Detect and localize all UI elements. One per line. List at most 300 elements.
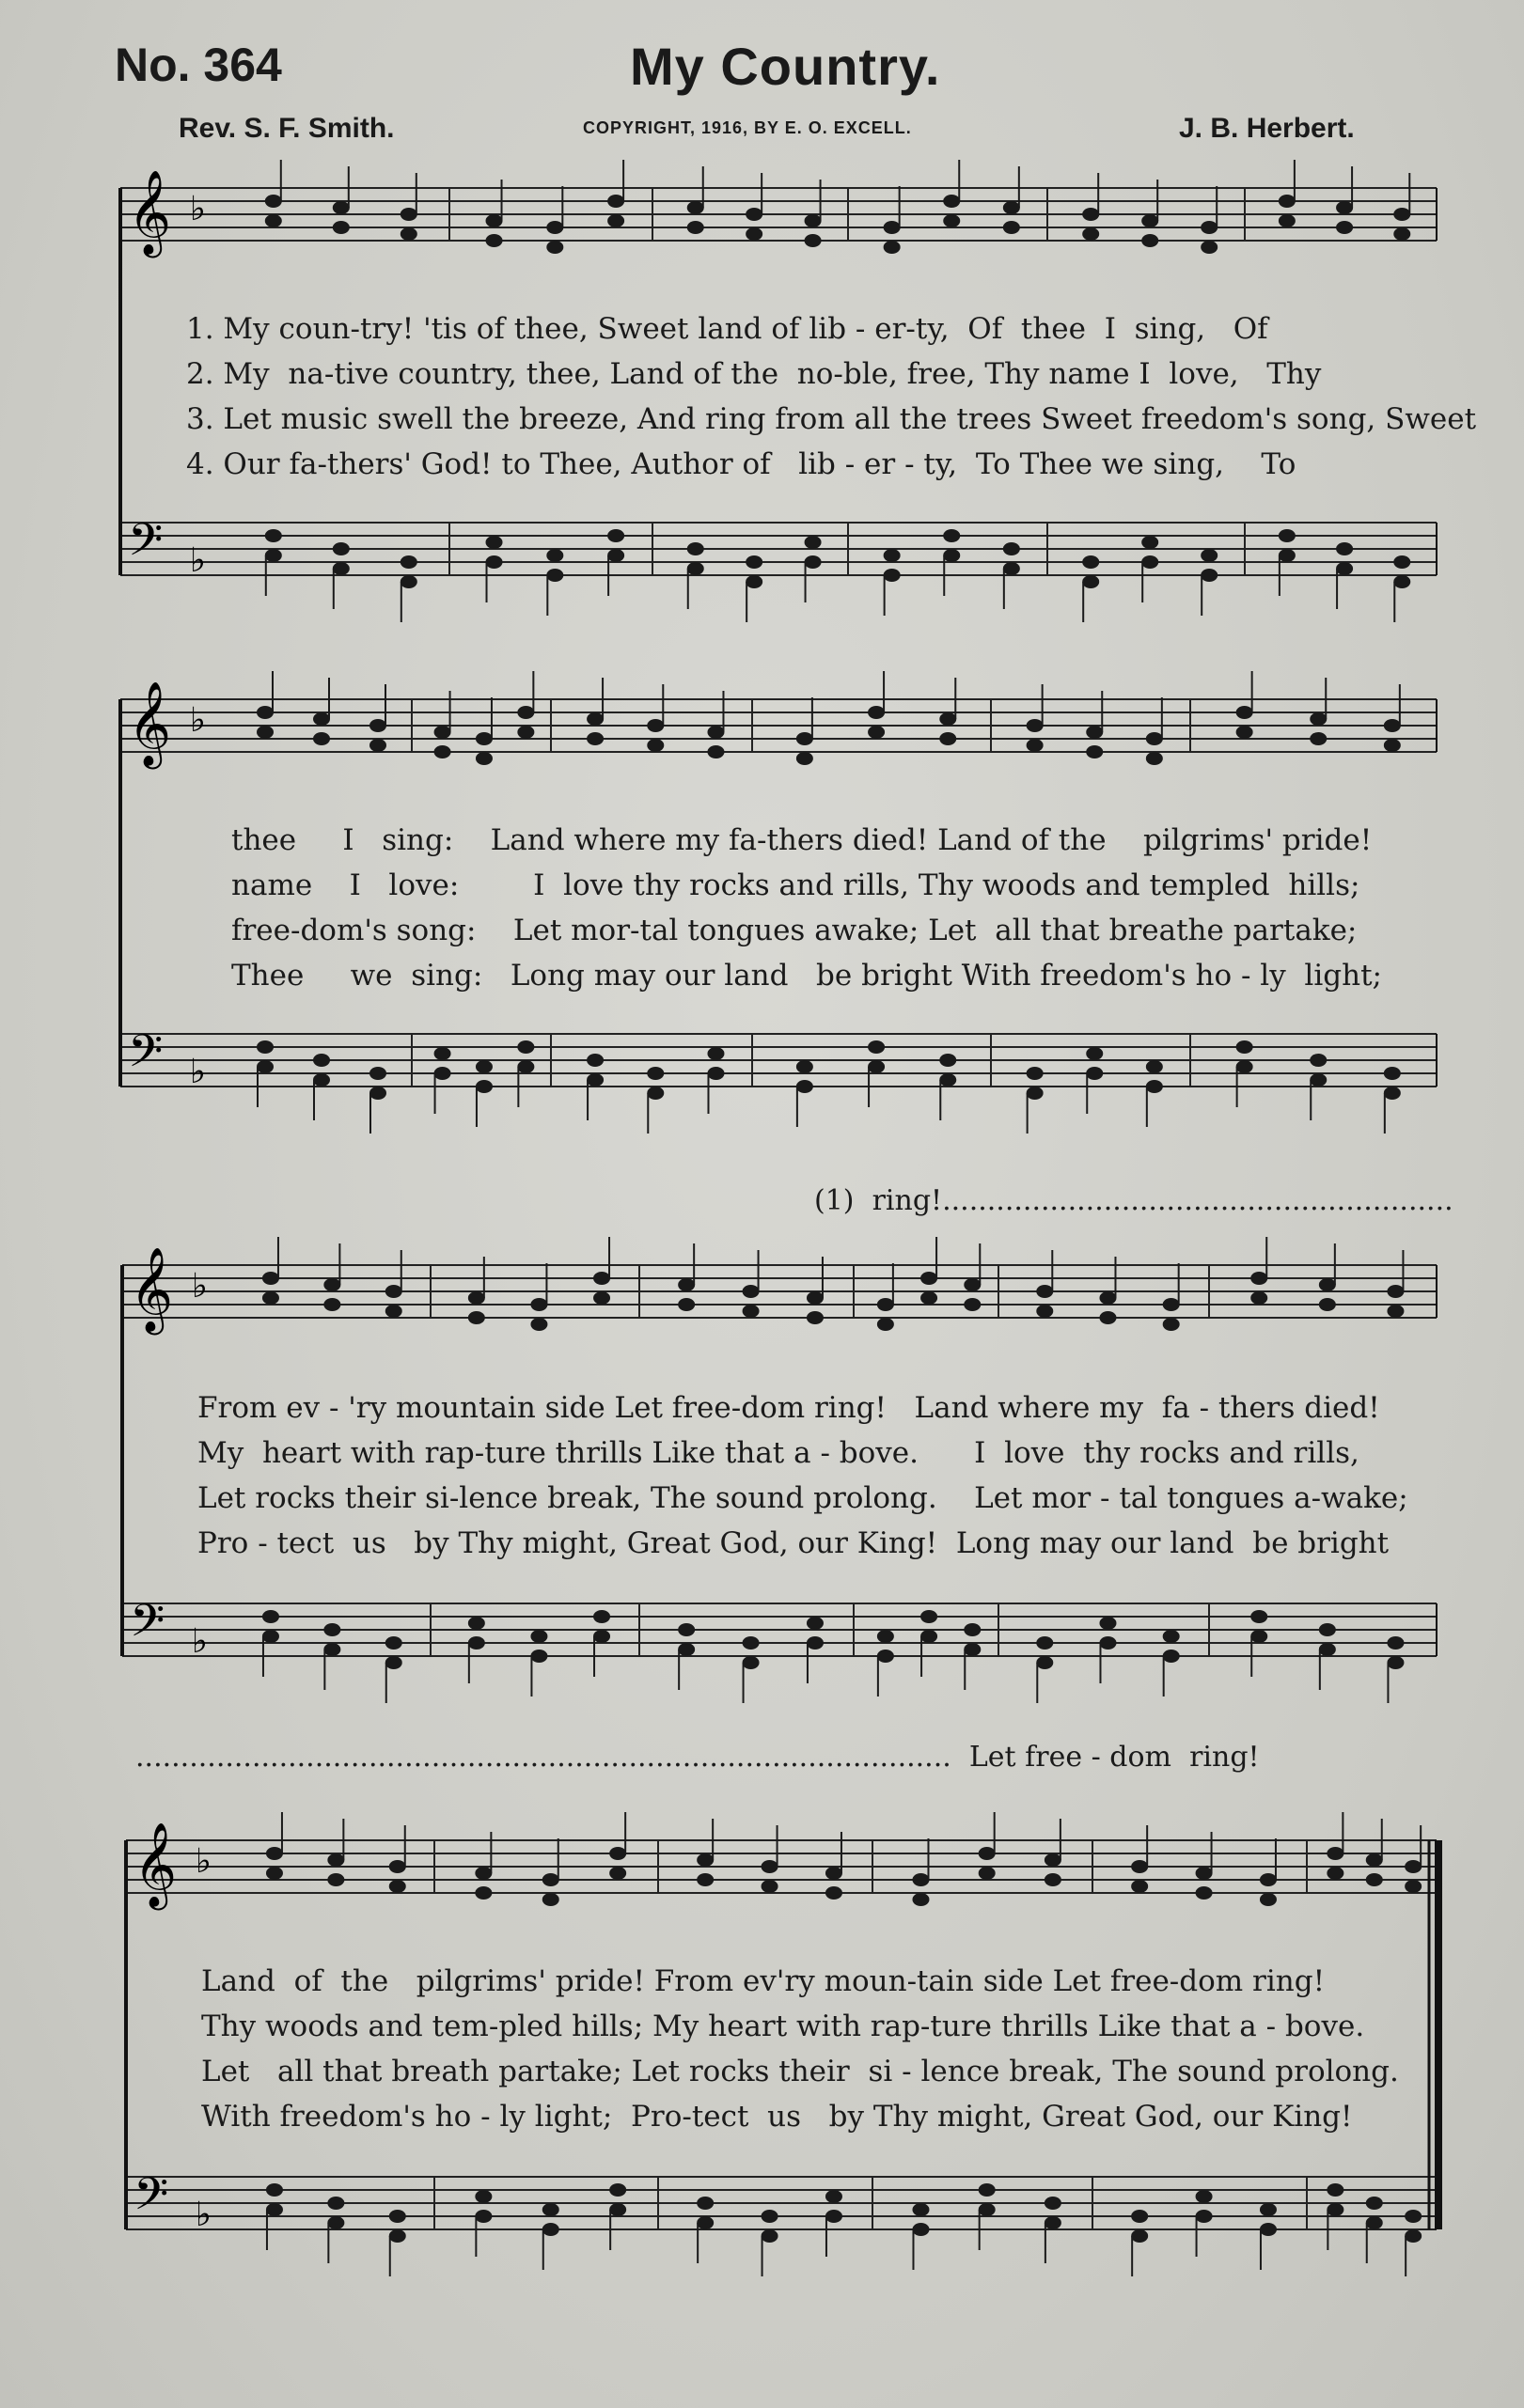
system-3-note-head — [1319, 1623, 1336, 1636]
system-4-flat-icon: ♭ — [196, 2196, 212, 2234]
system-4-note-head — [1196, 1886, 1213, 1900]
system-3-note-head — [262, 1272, 279, 1285]
system-3-note-head — [920, 1610, 937, 1623]
system-1-note-head — [1003, 542, 1020, 555]
system-2-bass-clef-icon: 𝄢 — [128, 1024, 164, 1088]
lyrics-verse-4-line-4: With freedom's ho - ly light; Pro-tect us by Thy might, Great God, our King! — [201, 2100, 1353, 2134]
system-4-note-head — [327, 2216, 344, 2229]
system-2-note-head — [369, 1067, 386, 1080]
system-3-note-head — [1036, 1305, 1053, 1318]
system-2-note-head — [434, 1067, 451, 1080]
system-4-note-head — [266, 2183, 283, 2197]
system-2-note-head — [796, 1080, 813, 1093]
system-4-note-head — [912, 1873, 929, 1886]
system-1-note-head — [546, 569, 563, 582]
system-1-note-head — [805, 555, 822, 569]
system-1-note-head — [1082, 555, 1099, 569]
system-2-note-head — [1086, 1047, 1103, 1060]
hymn-number: No. 364 — [115, 39, 282, 91]
system-1-note-head — [333, 221, 350, 234]
system-2-note-head — [257, 1040, 274, 1054]
system-2-treble-clef-icon: 𝄞 — [128, 681, 172, 766]
system-2-note-head — [369, 739, 386, 752]
system-2-note-head — [1310, 1073, 1327, 1087]
system-4-flat-icon: ♭ — [196, 1842, 212, 1881]
system-4-note-head — [697, 1853, 714, 1867]
system-1-note-head — [1279, 195, 1296, 208]
system-1-treble-clef-icon: 𝄞 — [128, 170, 172, 255]
system-3-note-head — [468, 1636, 485, 1650]
system-2-note-head — [939, 732, 956, 745]
system-2-note-head — [1146, 1080, 1163, 1093]
system-3-note-head — [1036, 1656, 1053, 1669]
system-3-note-head — [743, 1636, 760, 1650]
system-3-note-head — [385, 1285, 402, 1298]
lyrics-verse-2-line-4: Thy woods and tem-pled hills; My heart with rap-ture thrills Like that a - bove. — [201, 2009, 1365, 2043]
system-3-note-head — [1319, 1278, 1336, 1291]
system-2-note-head — [1027, 1067, 1044, 1080]
system-2-note-head — [1236, 706, 1253, 719]
system-4-note-head — [609, 2203, 626, 2216]
system-2-note-head — [257, 1060, 274, 1073]
system-4-note-head — [542, 2203, 559, 2216]
lyrics-verse-3-line-4: Let all that breath partake; Let rocks their si - lence break, The sound prolong. — [201, 2055, 1399, 2088]
system-2-note-head — [313, 712, 330, 726]
system-2-note-head — [587, 732, 604, 745]
system-3-note-head — [530, 1630, 547, 1643]
system-1-note-head — [943, 195, 960, 208]
system-4-note-head — [609, 2183, 626, 2197]
system-1-note-head — [546, 549, 563, 562]
system-4-note-head — [1327, 1847, 1343, 1860]
system-4-note-head — [475, 2190, 492, 2203]
system-3-note-head — [877, 1630, 894, 1643]
system-3-note-head — [1250, 1272, 1267, 1285]
system-3-note-head — [323, 1623, 340, 1636]
system-3-note-head — [593, 1630, 610, 1643]
system-2-note-head — [517, 706, 534, 719]
system-1-note-head — [1279, 529, 1296, 542]
system-3-note-head — [743, 1285, 760, 1298]
system-1-note-head — [884, 569, 901, 582]
system-2-note-head — [369, 719, 386, 732]
system-1-note-head — [943, 529, 960, 542]
system-3-note-head — [530, 1318, 547, 1331]
system-4-note-head — [1366, 2216, 1383, 2229]
system-3-note-head — [323, 1298, 340, 1311]
system-3-note-head — [262, 1610, 279, 1623]
system-4-note-head — [1405, 2229, 1422, 2243]
system-4-treble-clef-icon: 𝄞 — [134, 1822, 178, 1907]
footnote-let-freedom-ring: ........................................................................................... Let free - dom ring! — [135, 1741, 1260, 1774]
system-4-bass-clef-icon: 𝄢 — [134, 2167, 169, 2231]
system-4-note-head — [609, 1867, 626, 1880]
system-3-note-head — [468, 1311, 485, 1324]
system-4-note-head — [1366, 2197, 1383, 2210]
system-1-note-head — [805, 214, 822, 227]
system-4-note-head — [762, 2229, 778, 2243]
system-3-note-head — [877, 1318, 894, 1331]
hymn-title: My Country. — [630, 37, 941, 96]
system-2-flat-icon: ♭ — [190, 701, 206, 740]
system-4-note-head — [1045, 1853, 1061, 1867]
system-3-note-head — [385, 1636, 402, 1650]
system-4-note-head — [389, 2210, 406, 2223]
system-1-note-head — [884, 221, 901, 234]
system-4-note-head — [1366, 1853, 1383, 1867]
lyrics-verse-1-line-3: From ev - 'ry mountain side Let free-dom ring! Land where my fa - thers died! — [197, 1391, 1380, 1425]
system-3-note-head — [877, 1650, 894, 1663]
system-2-note-head — [647, 1087, 664, 1100]
system-3-note-head — [678, 1298, 695, 1311]
copyright-notice: COPYRIGHT, 1916, BY E. O. EXCELL. — [583, 118, 912, 137]
system-2-note-head — [434, 726, 451, 739]
system-4-note-head — [912, 1893, 929, 1906]
system-4-note-head — [1260, 2203, 1277, 2216]
system-1-note-head — [607, 529, 624, 542]
system-3-note-head — [1387, 1656, 1404, 1669]
system-3-note-head — [1099, 1636, 1116, 1650]
system-2-note-head — [313, 732, 330, 745]
system-1-note-head — [265, 549, 282, 562]
system-2-note-head — [939, 712, 956, 726]
lyricist-credit: Rev. S. F. Smith. — [179, 113, 395, 144]
system-3-note-head — [593, 1291, 610, 1305]
system-1-note-head — [401, 208, 417, 221]
system-1-note-head — [401, 227, 417, 241]
system-3-note-head — [323, 1278, 340, 1291]
system-4-note-head — [697, 2216, 714, 2229]
system-2-note-head — [939, 1073, 956, 1087]
system-2-note-head — [1146, 752, 1163, 765]
composer-credit: J. B. Herbert. — [1179, 113, 1355, 144]
system-3-note-head — [1163, 1650, 1180, 1663]
system-2-note-head — [369, 1087, 386, 1100]
system-2-note-head — [707, 1047, 724, 1060]
system-4-note-head — [1196, 2190, 1213, 2203]
system-4-note-head — [1327, 2203, 1343, 2216]
system-1-note-head — [265, 195, 282, 208]
system-3-note-head — [385, 1656, 402, 1669]
system-4-note-head — [1196, 1867, 1213, 1880]
system-1-note-head — [546, 221, 563, 234]
system-3-note-head — [1099, 1311, 1116, 1324]
system-4-note-head — [1260, 1873, 1277, 1886]
system-1-note-head — [1336, 201, 1353, 214]
system-1-note-head — [943, 549, 960, 562]
system-3-note-head — [1250, 1291, 1267, 1305]
system-1-note-head — [1141, 234, 1158, 247]
system-1-note-head — [1003, 221, 1020, 234]
system-4-note-head — [979, 1867, 996, 1880]
system-2-note-head — [1086, 1067, 1103, 1080]
system-4-note-head — [697, 1873, 714, 1886]
system-1-note-head — [607, 549, 624, 562]
system-4-note-head — [912, 2203, 929, 2216]
system-4-note-head — [389, 1880, 406, 1893]
system-4-note-head — [825, 2210, 842, 2223]
system-1-note-head — [1336, 562, 1353, 575]
system-3-note-head — [807, 1617, 824, 1630]
system-1-note-head — [1201, 569, 1218, 582]
system-2-note-head — [1027, 739, 1044, 752]
system-3-note-head — [743, 1305, 760, 1318]
system-4-note-head — [697, 2197, 714, 2210]
system-4-note-head — [1366, 1873, 1383, 1886]
system-3-note-head — [964, 1298, 981, 1311]
system-3-note-head — [964, 1278, 981, 1291]
system-4-note-head — [475, 1867, 492, 1880]
system-3-note-head — [1319, 1298, 1336, 1311]
system-4-note-head — [266, 1867, 283, 1880]
system-2-note-head — [647, 739, 664, 752]
system-4-note-head — [979, 1847, 996, 1860]
system-1-note-head — [746, 208, 762, 221]
system-2-note-head — [868, 1040, 885, 1054]
lyrics-verse-2-line-3: My heart with rap-ture thrills Like that a - bove. I love thy rocks and rills, — [197, 1436, 1359, 1470]
system-4-note-head — [1045, 2216, 1061, 2229]
system-2-note-head — [868, 1060, 885, 1073]
system-4-note-head — [1327, 2183, 1343, 2197]
system-2-note-head — [1236, 1060, 1253, 1073]
system-2-note-head — [1027, 1087, 1044, 1100]
system-4-note-head — [1196, 2210, 1213, 2223]
lyrics-verse-4-line-1: 4. Our fa-thers' God! to Thee, Author of lib - er - ty, To Thee we sing, To — [186, 447, 1296, 481]
system-1-bass-clef-icon: 𝄢 — [128, 513, 164, 577]
system-1-note-head — [1082, 227, 1099, 241]
system-1-note-head — [1003, 201, 1020, 214]
system-3-note-head — [593, 1610, 610, 1623]
system-3-note-head — [807, 1311, 824, 1324]
system-2-note-head — [647, 719, 664, 732]
system-3-note-head — [1163, 1630, 1180, 1643]
system-1-note-head — [884, 549, 901, 562]
system-3-note-head — [593, 1272, 610, 1285]
system-4-note-head — [266, 1847, 283, 1860]
system-1-note-head — [884, 241, 901, 254]
system-1-note-head — [687, 542, 704, 555]
lyrics-verse-3-line-1: 3. Let music swell the breeze, And ring from all the trees Sweet freedom's song, Sweet — [186, 402, 1477, 436]
system-2-note-head — [707, 726, 724, 739]
system-1-note-head — [1279, 549, 1296, 562]
system-3-note-head — [1250, 1630, 1267, 1643]
system-4-note-head — [979, 2183, 996, 2197]
system-4-note-head — [475, 1886, 492, 1900]
system-3-note-head — [964, 1623, 981, 1636]
system-2-note-head — [587, 1054, 604, 1067]
system-1-flat-icon: ♭ — [190, 541, 206, 580]
system-1-note-head — [546, 241, 563, 254]
system-4-note-head — [1327, 1867, 1343, 1880]
system-3-note-head — [1163, 1298, 1180, 1311]
system-2-note-head — [434, 1047, 451, 1060]
system-4-note-head — [1131, 2229, 1148, 2243]
system-2-note-head — [517, 1060, 534, 1073]
system-3-note-head — [385, 1305, 402, 1318]
system-2-note-head — [1236, 726, 1253, 739]
system-1-note-head — [486, 536, 503, 549]
system-1-note-head — [486, 214, 503, 227]
system-2-note-head — [707, 1067, 724, 1080]
system-3-treble-clef-icon: 𝄞 — [130, 1247, 174, 1332]
lyrics-verse-4-line-2: Thee we sing: Long may our land be bright With freedom's ho - ly light; — [231, 959, 1382, 993]
system-1-note-head — [401, 555, 417, 569]
system-2-note-head — [517, 1040, 534, 1054]
system-4-note-head — [389, 2229, 406, 2243]
system-2-note-head — [1236, 1040, 1253, 1054]
system-3-bass-clef-icon: 𝄢 — [130, 1594, 165, 1658]
system-4-note-head — [762, 2210, 778, 2223]
system-4-note-head — [1131, 2210, 1148, 2223]
system-2-note-head — [1384, 1087, 1401, 1100]
system-3-note-head — [1099, 1291, 1116, 1305]
system-3-note-head — [1099, 1617, 1116, 1630]
system-2-note-head — [476, 1060, 493, 1073]
footnote-ring: (1) ring!......................................................... — [814, 1184, 1453, 1217]
system-2-note-head — [587, 1073, 604, 1087]
system-3-note-head — [262, 1291, 279, 1305]
system-3-note-head — [807, 1291, 824, 1305]
system-2-flat-icon: ♭ — [190, 1053, 206, 1091]
system-3-note-head — [1163, 1318, 1180, 1331]
system-1-note-head — [265, 529, 282, 542]
system-2-note-head — [1027, 719, 1044, 732]
system-3-note-head — [678, 1643, 695, 1656]
system-4-note-head — [825, 1886, 842, 1900]
system-1-note-head — [1393, 227, 1410, 241]
system-1-note-head — [687, 201, 704, 214]
lyrics-verse-4-line-3: Pro - tect us by Thy might, Great God, our King! Long may our land be bright — [197, 1526, 1390, 1560]
system-1-note-head — [1201, 241, 1218, 254]
system-3-note-head — [920, 1291, 937, 1305]
system-2-note-head — [257, 726, 274, 739]
system-1-note-head — [1141, 536, 1158, 549]
system-1-note-head — [1082, 575, 1099, 588]
system-4-note-head — [1260, 1893, 1277, 1906]
system-4-note-head — [609, 1847, 626, 1860]
system-2-note-head — [939, 1054, 956, 1067]
system-1-note-head — [607, 214, 624, 227]
system-1-note-head — [1336, 542, 1353, 555]
system-3-note-head — [1387, 1285, 1404, 1298]
system-3-note-head — [920, 1272, 937, 1285]
system-4-note-head — [1260, 2223, 1277, 2236]
system-2-note-head — [1146, 732, 1163, 745]
system-2-note-head — [1384, 719, 1401, 732]
system-3-note-head — [1250, 1610, 1267, 1623]
system-1-note-head — [1201, 221, 1218, 234]
system-4-note-head — [1131, 1880, 1148, 1893]
system-4-note-head — [825, 2190, 842, 2203]
system-4-note-head — [912, 2223, 929, 2236]
system-1-note-head — [1336, 221, 1353, 234]
system-2-note-head — [1146, 1060, 1163, 1073]
system-4-note-head — [979, 2203, 996, 2216]
system-3-note-head — [530, 1650, 547, 1663]
system-1-note-head — [265, 214, 282, 227]
system-2-note-head — [517, 726, 534, 739]
system-3-note-head — [468, 1617, 485, 1630]
system-4-note-head — [327, 1873, 344, 1886]
system-4-note-head — [1405, 1860, 1422, 1873]
system-2-note-head — [1086, 745, 1103, 758]
system-3-note-head — [468, 1291, 485, 1305]
system-1-note-head — [1141, 555, 1158, 569]
system-4-note-head — [327, 2197, 344, 2210]
system-1-note-head — [805, 536, 822, 549]
system-1-note-head — [1082, 208, 1099, 221]
system-1-note-head — [1393, 575, 1410, 588]
system-2-note-head — [313, 1054, 330, 1067]
system-3-note-head — [920, 1630, 937, 1643]
system-3-note-head — [743, 1656, 760, 1669]
system-1-note-head — [1003, 562, 1020, 575]
system-2-note-head — [1310, 732, 1327, 745]
system-2-note-head — [476, 752, 493, 765]
system-2-note-head — [796, 1060, 813, 1073]
system-3-note-head — [807, 1636, 824, 1650]
lyrics-verse-1-line-1: 1. My coun-try! 'tis of thee, Sweet land of lib - er-ty, Of thee I sing, Of — [186, 312, 1268, 346]
system-1-note-head — [333, 542, 350, 555]
system-2-note-head — [257, 706, 274, 719]
system-4-note-head — [1131, 1860, 1148, 1873]
system-4-note-head — [266, 2203, 283, 2216]
system-2-note-head — [1310, 712, 1327, 726]
system-3-note-head — [262, 1630, 279, 1643]
system-1-note-head — [805, 234, 822, 247]
system-3-note-head — [678, 1278, 695, 1291]
system-4-note-head — [762, 1880, 778, 1893]
system-4-note-head — [762, 1860, 778, 1873]
system-1-note-head — [687, 562, 704, 575]
system-3-note-head — [1036, 1636, 1053, 1650]
system-3-note-head — [1036, 1285, 1053, 1298]
system-1-note-head — [486, 234, 503, 247]
system-1-note-head — [1393, 555, 1410, 569]
system-2-note-head — [1384, 1067, 1401, 1080]
system-3-note-head — [877, 1298, 894, 1311]
system-4-note-head — [1405, 1880, 1422, 1893]
lyrics-verse-2-line-2: name I love: I love thy rocks and rills, Thy woods and templed hills; — [231, 868, 1360, 902]
system-1-note-head — [607, 195, 624, 208]
system-2-note-head — [476, 1080, 493, 1093]
system-4-note-head — [389, 1860, 406, 1873]
system-1-flat-icon: ♭ — [190, 190, 206, 228]
system-1-note-head — [401, 575, 417, 588]
system-3-note-head — [530, 1298, 547, 1311]
system-2-note-head — [868, 706, 885, 719]
system-4-note-head — [327, 1853, 344, 1867]
system-2-note-head — [796, 732, 813, 745]
system-4-note-head — [825, 1867, 842, 1880]
system-4-note-head — [542, 1873, 559, 1886]
system-4-note-head — [542, 1893, 559, 1906]
system-1-note-head — [746, 227, 762, 241]
system-3-flat-icon: ♭ — [192, 1622, 208, 1661]
system-3-note-head — [1387, 1305, 1404, 1318]
system-3-note-head — [1319, 1643, 1336, 1656]
system-1-note-head — [1201, 549, 1218, 562]
system-4-note-head — [1045, 2197, 1061, 2210]
system-1-note-head — [746, 575, 762, 588]
system-2-note-head — [476, 732, 493, 745]
system-2-note-head — [796, 752, 813, 765]
lyrics-verse-1-line-2: thee I sing: Land where my fa-thers died! Land of the pilgrims' pride! — [231, 823, 1373, 857]
system-2-note-head — [1384, 739, 1401, 752]
system-1-note-head — [687, 221, 704, 234]
system-3-note-head — [1387, 1636, 1404, 1650]
system-4-note-head — [1405, 2210, 1422, 2223]
